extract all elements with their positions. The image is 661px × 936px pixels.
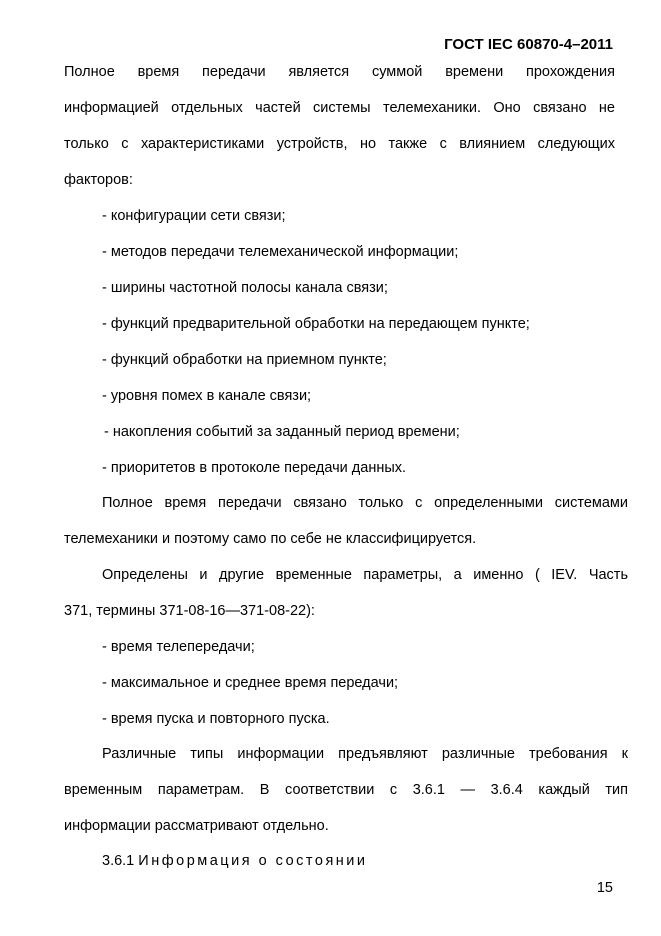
section-number: 3.6.1 [102,853,135,869]
text-line: факторов: [64,172,133,188]
section-heading [102,853,368,869]
text-line: 371, термины 371-08-16—371-08-22): [64,603,315,619]
page-number: 15 [596,880,613,896]
list-item: - время пуска и повторного пуска. [102,711,330,727]
text-line: временным параметрам. В соответствии с 3.6.1 — 3.6.4 каждый тип [64,782,628,798]
list-item: - максимальное и среднее время передачи; [102,675,399,691]
text-line: Полное время передачи является суммой времени прохождения [64,64,615,80]
text-line: Определены и другие временные параметры, а именно ( IEV. Часть [102,567,628,583]
text-line: информацией отдельных частей системы телемеханики. Оно связано не [64,100,615,116]
list-item: - методов передачи телемеханической информации; [102,244,459,260]
list-item: - ширины частотной полосы канала связи; [102,280,388,296]
list-item: - функций обработки на приемном пункте; [102,352,387,368]
list-item: - уровня помех в канале связи; [102,388,312,404]
section-title: Информация о состоянии [138,853,368,869]
text-line: только с характеристиками устройств, но также с влиянием следующих [64,136,615,152]
list-item: - время телепередачи; [102,639,255,655]
list-item: - функций предварительной обработки на передающем пункте; [102,316,530,332]
text-line: Полное время передачи связано только с определенными системами [102,495,628,511]
list-item: - накопления событий за заданный период времени; [104,424,460,440]
list-item: - конфигурации сети связи; [102,208,286,224]
text-line: Различные типы информации предъявляют различные требования к [102,746,628,762]
list-item: - приоритетов в протоколе передачи данных. [102,460,407,476]
text-line: телемеханики и поэтому само по себе не классифицируется. [64,531,477,547]
document-code: ГОСТ IEC 60870-4–2011 [444,36,613,53]
text-line: информации рассматривают отдельно. [64,818,329,834]
